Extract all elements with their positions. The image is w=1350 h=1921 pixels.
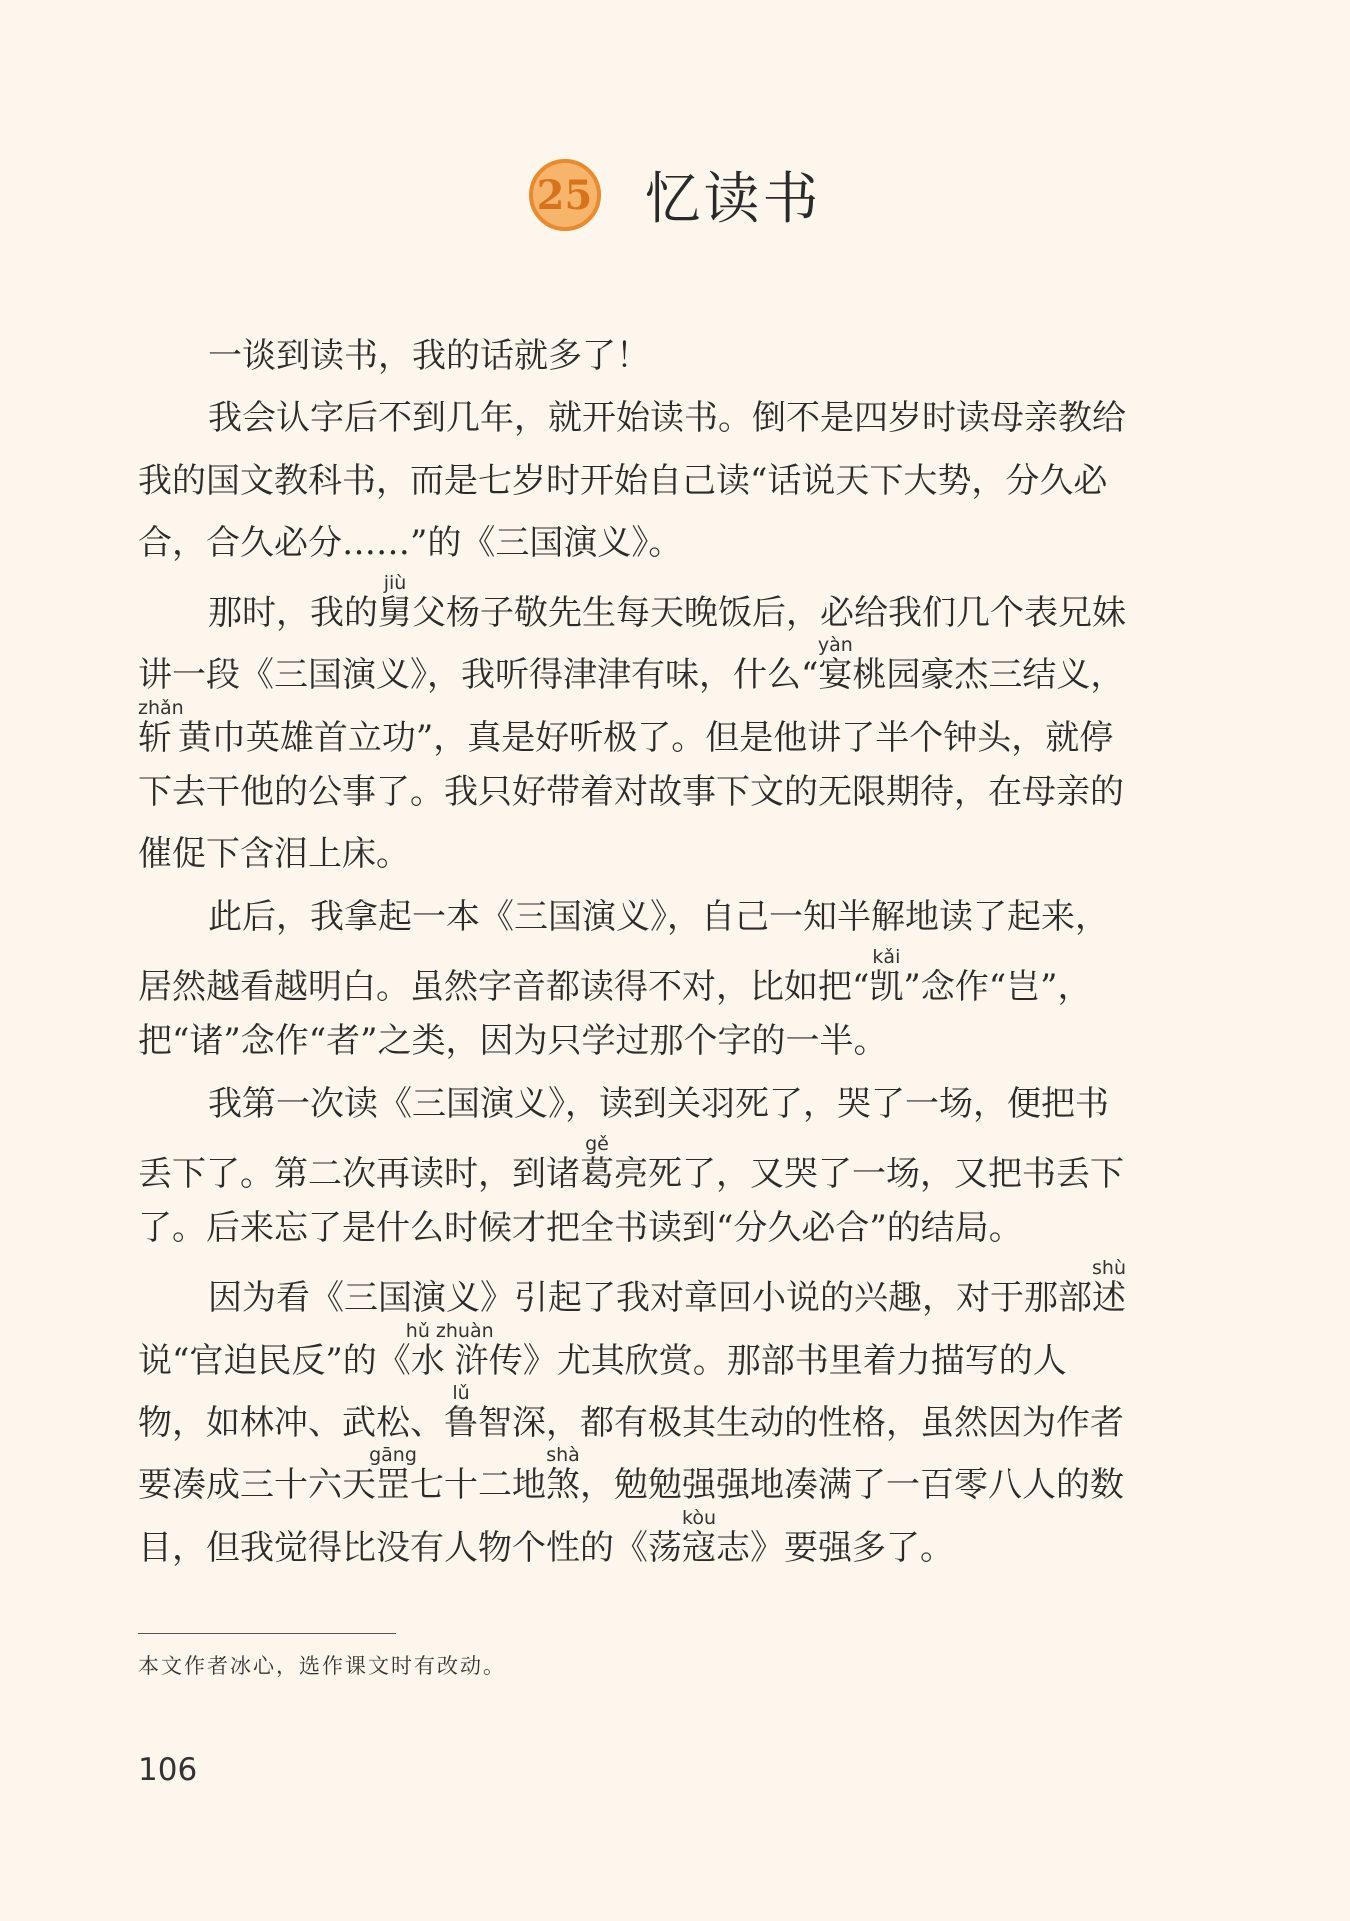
annotated-char: 述 — [1092, 1278, 1126, 1319]
pinyin: gāng — [369, 1444, 417, 1467]
annotated-char: 凯 — [869, 966, 904, 1007]
annotated-character — [682, 1506, 716, 1568]
text-segment: 因为看《三国演义》引起了我对章回小说的兴趣，对于那部 — [208, 1278, 1092, 1319]
pinyin: yàn — [817, 634, 853, 657]
text-segment: 要凑成三十六天 — [138, 1465, 376, 1506]
text-segment: ”念作“岂”， — [903, 966, 1092, 1007]
text-line: 我的国文教科书，而是七岁时开始自己读“话说天下大势，分久必 — [138, 460, 1108, 501]
text-segment: 物，如林冲、武松、 — [138, 1403, 444, 1444]
text-segment: 目，但我觉得比没有人物个性的《荡 — [138, 1527, 682, 1568]
text-segment: 黄巾英雄首立功”，真是好听极了。但是他讲了半个钟头，就停 — [177, 717, 1114, 758]
text-line: 此后，我拿起一本《三国演义》，自己一知半解地读了起来， — [208, 896, 1109, 937]
text-line — [138, 696, 1178, 761]
text-segment: 桃园豪杰三结义， — [852, 655, 1125, 696]
annotated-character — [405, 1319, 494, 1381]
text-line — [138, 1259, 1178, 1321]
pinyin: lǔ — [444, 1382, 478, 1405]
text-segment: 居然越看越明白。虽然字音都读得不对，比如把“ — [138, 966, 870, 1007]
pinyin: jiù — [378, 572, 412, 595]
text-segment: 亮死了，又哭了一场，又把书丢下 — [614, 1153, 1124, 1194]
text-line — [138, 1446, 1178, 1508]
pinyin: gě — [580, 1132, 614, 1155]
footnote: 本文作者冰心，选作课文时有改动。 — [138, 1654, 506, 1678]
text-line: 下去干他的公事了。我只好带着对故事下文的无限期待，在母亲的 — [138, 772, 1124, 813]
page-number: 106 — [138, 1752, 198, 1788]
annotated-character — [580, 1132, 614, 1194]
text-line — [138, 945, 1178, 1010]
text-segment: 》尤其欣赏。那部书里着力描写的人 — [522, 1340, 1067, 1381]
text-line: 了。后来忘了是什么时候才把全书读到“分久必合”的结局。 — [138, 1208, 1023, 1249]
annotated-character — [1092, 1257, 1126, 1319]
annotated-char: 煞 — [546, 1465, 580, 1506]
annotated-character — [444, 1382, 478, 1444]
text-segment: 智深，都有极其生动的性格，虽然因为作者 — [478, 1403, 1124, 1444]
pinyin: kǎi — [869, 945, 904, 968]
text-segment: 说“官迫民反”的《 — [138, 1340, 411, 1381]
footnote-divider — [138, 1633, 396, 1634]
pinyin: shà — [546, 1444, 580, 1467]
body-text — [138, 325, 1178, 1571]
text-segment: 丢下了。第二次再读时，到诸 — [138, 1153, 580, 1194]
annotated-char: 舅 — [378, 593, 412, 634]
text-segment: 志》要强多了。 — [716, 1527, 954, 1568]
annotated-character — [546, 1444, 580, 1506]
annotated-character — [869, 945, 904, 1007]
text-line: 催促下含泪上床。 — [138, 834, 410, 875]
annotated-char: 水浒 — [405, 1340, 494, 1381]
annotated-character — [138, 696, 184, 758]
text-line — [138, 1506, 1178, 1571]
annotated-char: 葛 — [580, 1153, 614, 1194]
text-segment: 传 — [488, 1340, 523, 1381]
annotated-character — [378, 572, 412, 634]
text-line: 我第一次读《三国演义》，读到关羽死了，哭了一场，便把书 — [208, 1083, 1109, 1124]
text-segment: 七十二地 — [410, 1465, 546, 1506]
lesson-number-badge: 25 — [529, 159, 601, 231]
annotated-char: 寇 — [682, 1527, 716, 1568]
text-line — [138, 1319, 1178, 1384]
text-segment: 讲一段《三国演义》，我听得津津有味，什么“ — [138, 655, 819, 696]
text-line — [138, 636, 1178, 698]
pinyin: hǔ zhuàn — [405, 1319, 494, 1342]
pinyin: zhǎn — [138, 696, 184, 719]
text-line: 我会认字后不到几年，就开始读书。倒不是四岁时读母亲教给 — [208, 398, 1126, 439]
text-segment: 父杨子敬先生每天晚饭后，必给我们几个表兄妹 — [412, 593, 1126, 634]
text-line — [138, 1132, 1178, 1197]
annotated-character — [817, 634, 853, 696]
pinyin: shù — [1092, 1257, 1126, 1280]
paragraph-1: 一谈到读书，我的话就多了！ — [208, 336, 650, 376]
text-segment: ，勉勉强强地凑满了一百零八人的数 — [580, 1465, 1124, 1506]
annotated-char: 斩 — [138, 717, 184, 758]
text-line: 把“诸”念作“者”之类，因为只学过那个字的一半。 — [138, 1021, 888, 1062]
pinyin: kòu — [682, 1506, 716, 1529]
annotated-char: 鲁 — [444, 1403, 478, 1444]
text-line: 合，合久必分……”的《三国演义》。 — [138, 522, 683, 563]
text-segment: 那时，我的 — [208, 593, 378, 634]
text-line — [138, 1384, 1178, 1446]
annotated-char: 罡 — [369, 1465, 417, 1506]
lesson-heading — [0, 155, 1350, 235]
text-line — [138, 574, 1178, 636]
annotated-char: 宴 — [817, 655, 853, 696]
annotated-character — [369, 1444, 417, 1506]
lesson-title: 忆读书 — [644, 167, 822, 232]
